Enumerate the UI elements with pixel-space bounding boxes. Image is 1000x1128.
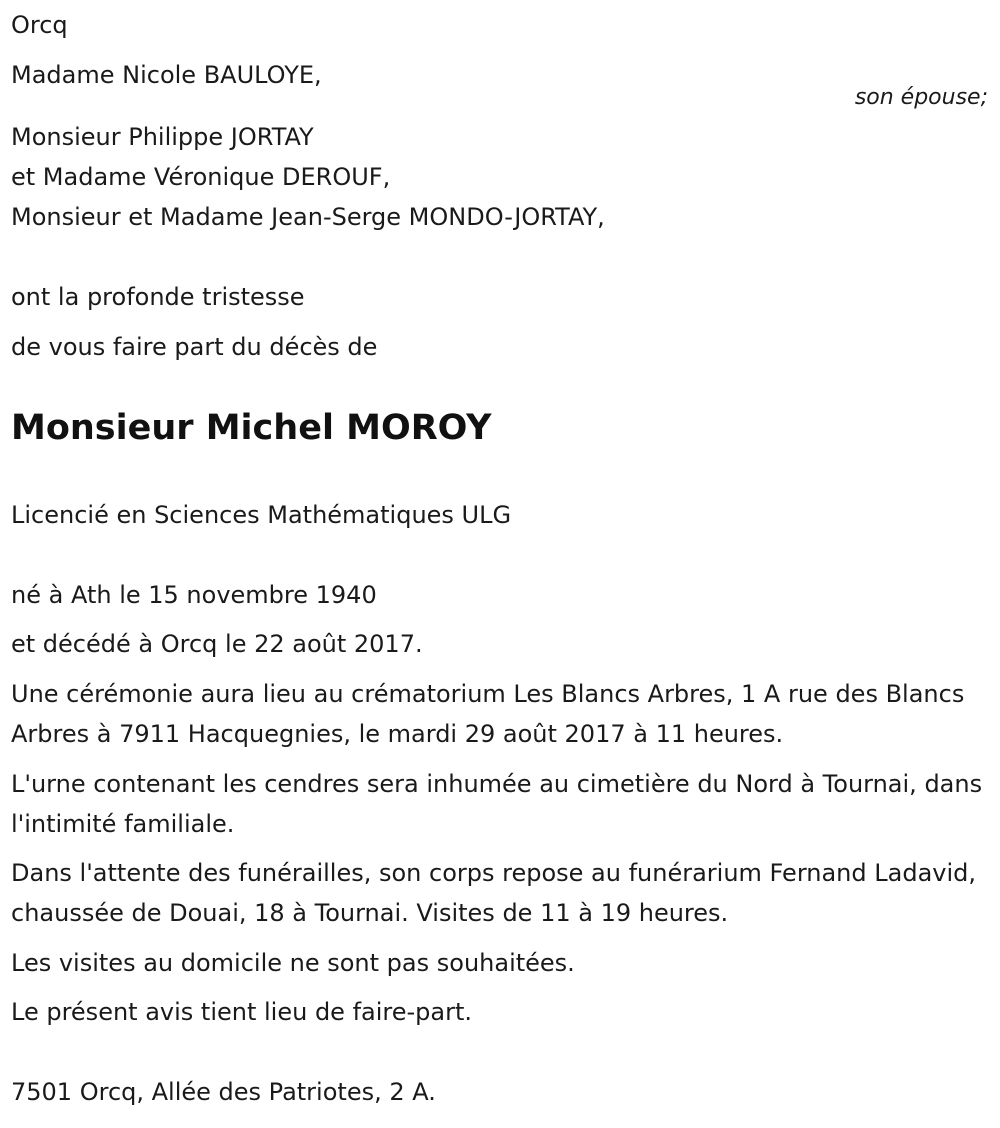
- announcement-line-1: ont la profonde tristesse: [11, 283, 305, 311]
- funeral-home-paragraph: Dans l'attente des funérailles, son corps repose au funérarium Fernand Ladavid, chaussée de Douai, 18 à Tournai. Visites de 11 à 19 heures.: [11, 859, 977, 927]
- home-visits-line: Les visites au domicile ne sont pas souhaitées.: [11, 949, 575, 977]
- deceased-title: Licencié en Sciences Mathématiques ULG: [11, 501, 512, 529]
- notice-line: Le présent avis tient lieu de faire-part.: [11, 998, 473, 1026]
- urn-paragraph: L'urne contenant les cendres sera inhumée au cimetière du Nord à Tournai, dans l'intimité familiale.: [11, 770, 983, 838]
- ceremony-paragraph: Une cérémonie aura lieu au crématorium Les Blancs Arbres, 1 A rue des Blancs Arbres à 7911 Hacquegnies, le mardi 29 août 2017 à 11 heures.: [11, 680, 965, 748]
- birth-line: né à Ath le 15 novembre 1940: [11, 581, 377, 609]
- child-line-2: et Madame Véronique DEROUF,: [11, 163, 391, 191]
- locality: Orcq: [11, 11, 68, 39]
- address-line: 7501 Orcq, Allée des Patriotes, 2 A.: [11, 1078, 436, 1106]
- deceased-name: Monsieur Michel MOROY: [11, 408, 492, 448]
- spouse-name: Madame Nicole BAULOYE,: [11, 61, 322, 89]
- announcement-line-2: de vous faire part du décès de: [11, 333, 378, 361]
- child-line-1: Monsieur Philippe JORTAY: [11, 123, 314, 151]
- death-line: et décédé à Orcq le 22 août 2017.: [11, 630, 423, 658]
- child-line-3: Monsieur et Madame Jean-Serge MONDO-JORTAY,: [11, 203, 605, 231]
- spouse-role: son épouse;: [854, 85, 988, 110]
